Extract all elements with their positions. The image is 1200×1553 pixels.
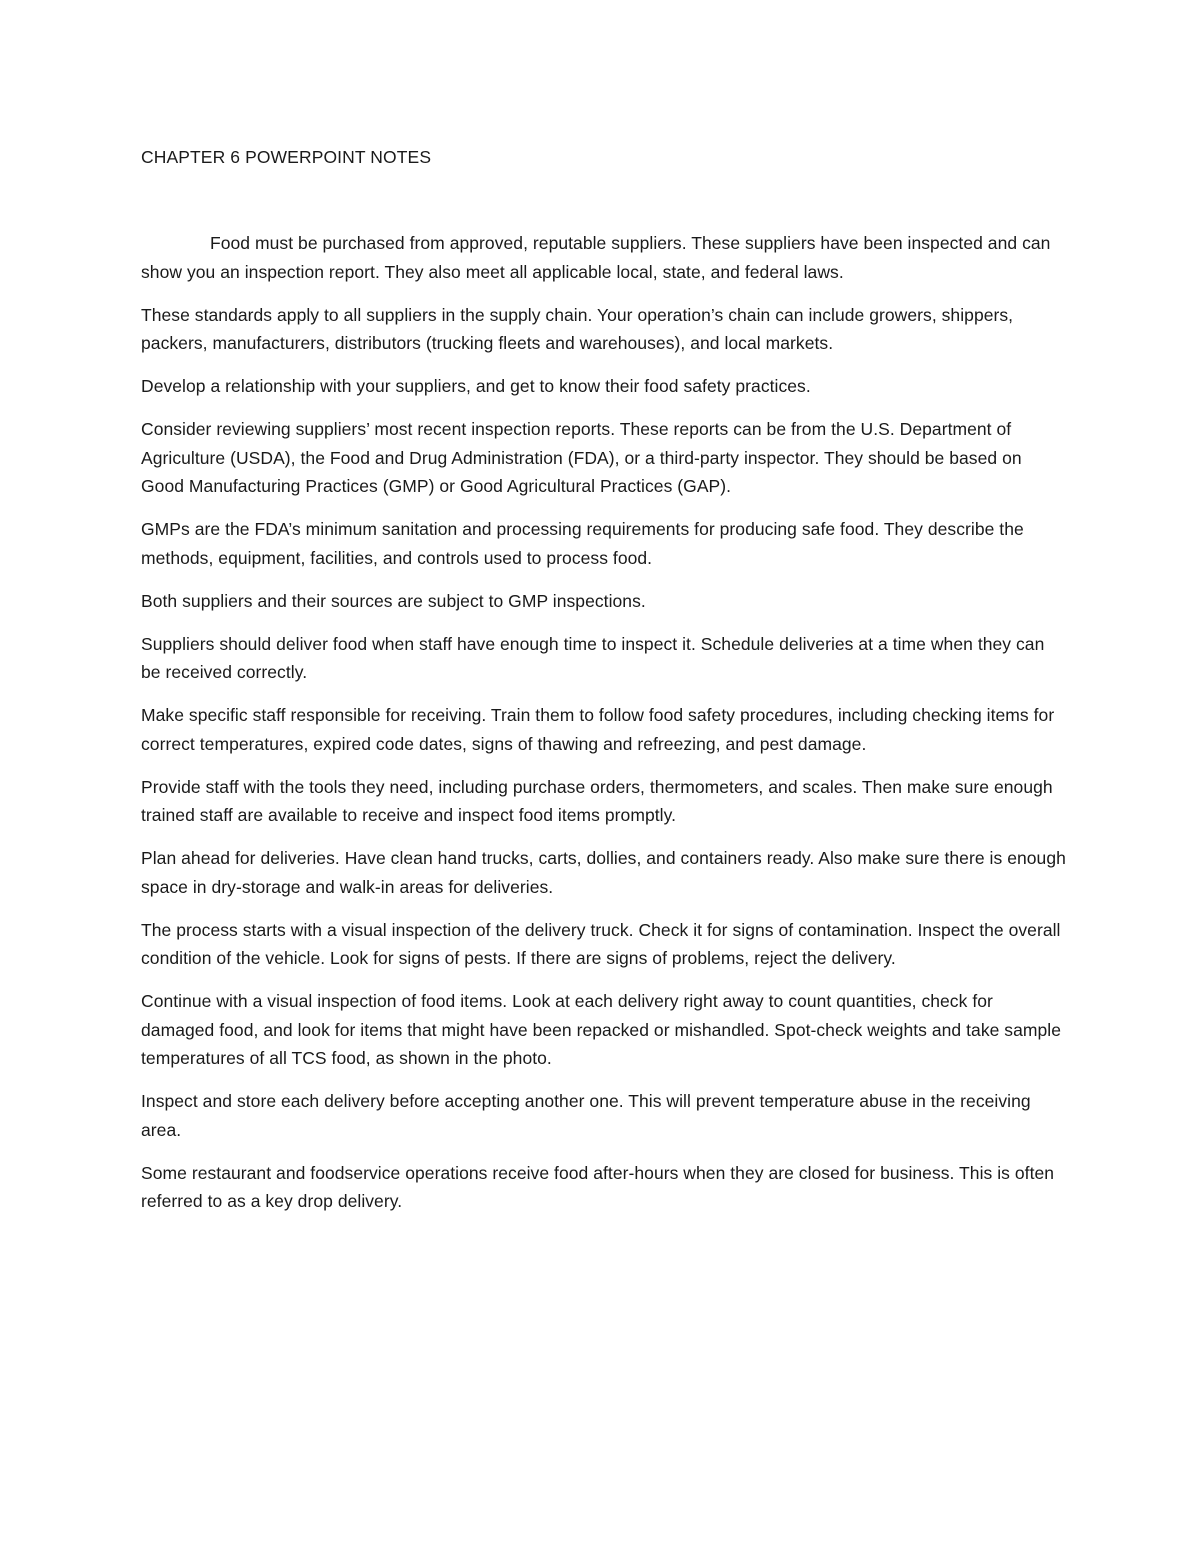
paragraph: Plan ahead for deliveries. Have clean hand trucks, carts, dollies, and containers ready. Also make sure there is enough space in dry-storage and walk-in areas for deliveries. [141,848,1066,897]
paragraph: Develop a relationship with your suppliers, and get to know their food safety practices. [141,376,811,396]
paragraph: GMPs are the FDA’s minimum sanitation and processing requirements for producing safe food. They describe the methods, equipment, facilities, and controls used to process food. [141,519,1024,568]
paragraph: Consider reviewing suppliers’ most recent inspection reports. These reports can be from the U.S. Department of Agriculture (USDA), the Food and Drug Administration (FDA), or a third-party inspector. They should be based on Good Manufacturing Practices (GMP) or Good Agricultural Practices (GAP). [141,419,1022,496]
paragraph: Suppliers should deliver food when staff have enough time to inspect it. Schedule deliveries at a time when they can be received correctly. [141,633,1045,682]
paragraph: Some restaurant and foodservice operations receive food after-hours when they are closed for business. This is often referred to as a key drop delivery. [141,1162,1055,1211]
paragraph: Provide staff with the tools they need, including purchase orders, thermometers, and scales. Then make sure enough trained staff are available to receive and inspect food items promptly. [141,776,1053,825]
paragraph: These standards apply to all suppliers in the supply chain. Your operation’s chain can include growers, shippers, packers, manufacturers, distributors (trucking fleets and warehouses), and local markets. [141,304,1014,353]
paragraph: Continue with a visual inspection of food items. Look at each delivery right away to count quantities, check for damaged food, and look for items that might have been repacked or mishandled. Spot-check weights and take sample temperatures of all TCS food, as shown in the photo. [141,991,1062,1068]
paragraph: The process starts with a visual inspection of the delivery truck. Check it for signs of contamination. Inspect the overall condition of the vehicle. Look for signs of pests. If there are signs of problems, reject the delivery. [141,919,1061,968]
paragraph: Both suppliers and their sources are subject to GMP inspections. [141,590,646,611]
document-body [141,143,1066,1230]
paragraph: Inspect and store each delivery before accepting another one. This will prevent temperature abuse in the receiving area. [141,1091,1031,1140]
page-title: CHAPTER 6 POWERPOINT NOTES [141,147,432,167]
paragraph: Make specific staff responsible for receiving. Train them to follow food safety procedures, including checking items for correct temperatures, expired code dates, signs of thawing and refreezing, and pest damage. [141,705,1055,754]
paragraph: Food must be purchased from approved, reputable suppliers. These suppliers have been inspected and can show you an inspection report. They also meet all applicable local, state, and federal laws. [141,233,1051,282]
